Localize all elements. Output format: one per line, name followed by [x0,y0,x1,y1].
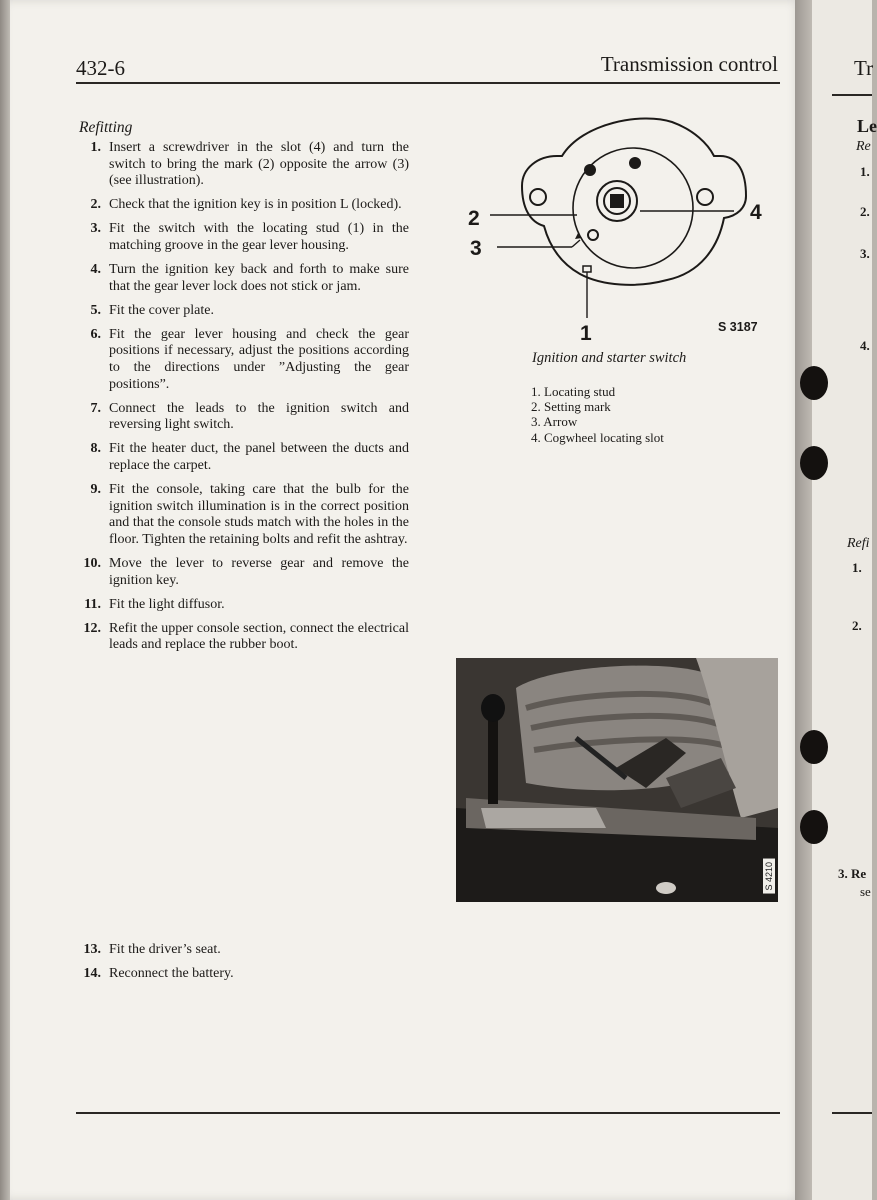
punch-hole [800,730,828,764]
step-text: Fit the gear lever housing and check the gear positions if necessary, adjust the positions according to the directions under ”Adjusting the gear positions”. [109,326,409,392]
list-item [78,140,409,190]
step-number: 6. [90,326,101,342]
step-number: 8. [90,441,101,457]
list-item [78,942,409,959]
step-text: Move the lever to reverse gear and remove the ignition key. [109,555,409,588]
setting-mark-circle [588,230,598,240]
next-page-rule [832,94,872,96]
step-text: Fit the light diffusor. [109,596,225,612]
legend-item: 4. Cogwheel locating slot [531,429,664,445]
step-text: Fit the cover plate. [109,302,214,318]
next-page-item: 3. Re [838,866,867,881]
figure-caption: Ignition and starter switch [532,350,687,366]
step-number: 9. [90,482,101,498]
cogwheel-slot [610,194,624,208]
step-text: Connect the leads to the ignition switch and reversing light switch. [109,400,409,433]
refitting-steps [78,140,409,661]
figure-code: S 3187 [718,320,758,334]
list-item [78,221,409,254]
console-photo-drawing [456,658,778,902]
final-steps [78,942,409,990]
step-text: Check that the ignition key is in position L (locked). [109,197,402,213]
step-text: Fit the switch with the locating stud (1) in the matching groove in the gear lever housing. [109,221,409,253]
punch-hole [800,446,828,480]
step-number: 14. [83,966,101,982]
rivet-right [629,157,641,169]
locating-stud [583,266,591,272]
next-page-item: 1. [852,560,862,575]
header-rule [76,82,780,84]
ignition-switch-diagram [462,108,772,348]
rivet-left [584,164,596,176]
step-text: Turn the ignition key back and forth to make sure that the gear lever lock does not stick or jam. [109,262,409,294]
step-text: Fit the heater duct, the panel between the ducts and replace the carpet. [109,441,409,473]
step-text: Reconnect the battery. [109,966,234,982]
step-number: 2. [90,197,101,213]
list-item [78,597,409,614]
list-item [78,966,409,983]
list-item [78,327,409,393]
step-text: Fit the console, taking care that the bulb for the ignition switch illumination is in the correct position and that the console studs match with the holes in the floor. Tighten the retaining bolts and refit the ashtray. [109,482,409,547]
refitting-heading: Refitting [79,119,133,136]
next-page-subheading: Re [856,139,871,154]
step-number: 1. [90,140,101,155]
punch-hole [800,810,828,844]
next-page-item: 1. [860,164,870,179]
photo-code: S 4210 [763,859,775,894]
next-page-footer-rule [832,1112,872,1114]
next-page-item: 2. [860,204,870,219]
punch-hole [800,366,828,400]
step-number: 11. [84,596,101,612]
next-page-header: Tr [854,56,874,80]
next-page-item: 4. [860,338,870,353]
list-item [78,441,409,474]
callout-3: 3 [470,237,482,260]
page-number: 432-6 [76,56,125,80]
arrow-marker [575,233,582,239]
next-page-item: 2. [852,618,862,633]
step-number: 12. [83,620,101,636]
list-item [78,303,409,320]
step-number: 5. [90,302,101,318]
list-item [78,262,409,295]
footer-rule [76,1112,780,1114]
next-page-item: 3. [860,246,870,261]
legend-item: 2. Setting mark [531,399,611,415]
list-item [78,556,409,589]
next-page-item: se [860,884,871,899]
callout-1: 1 [580,322,592,345]
list-item [78,197,409,214]
callout-4: 4 [750,201,762,224]
right-mount-hole [697,189,713,205]
console-photo [456,658,778,902]
step-number: 13. [83,942,101,957]
callout-2: 2 [468,207,480,230]
next-page-heading: Le [857,116,877,136]
list-item [78,621,409,654]
step-number: 7. [90,400,101,416]
list-item [78,482,409,548]
next-page-edge [812,0,877,1200]
step-text: Insert a screwdriver in the slot (4) and turn the switch to bring the mark (2) opposite the arrow (3) (see illustration). [109,140,409,189]
section-title: Transmission control [600,52,778,76]
step-number: 4. [90,262,101,278]
list-item [78,401,409,434]
legend-item: 3. Arrow [531,414,578,430]
step-text: Fit the driver’s seat. [109,942,221,957]
left-mount-hole [530,189,546,205]
figure-legend [531,384,664,445]
step-text: Refit the upper console section, connect the electrical leads and replace the rubber boot. [109,620,409,653]
legend-item: 1. Locating stud [531,384,616,399]
next-page-refit: Refi [847,536,870,551]
step-number: 10. [83,555,101,571]
step-number: 3. [90,221,101,237]
